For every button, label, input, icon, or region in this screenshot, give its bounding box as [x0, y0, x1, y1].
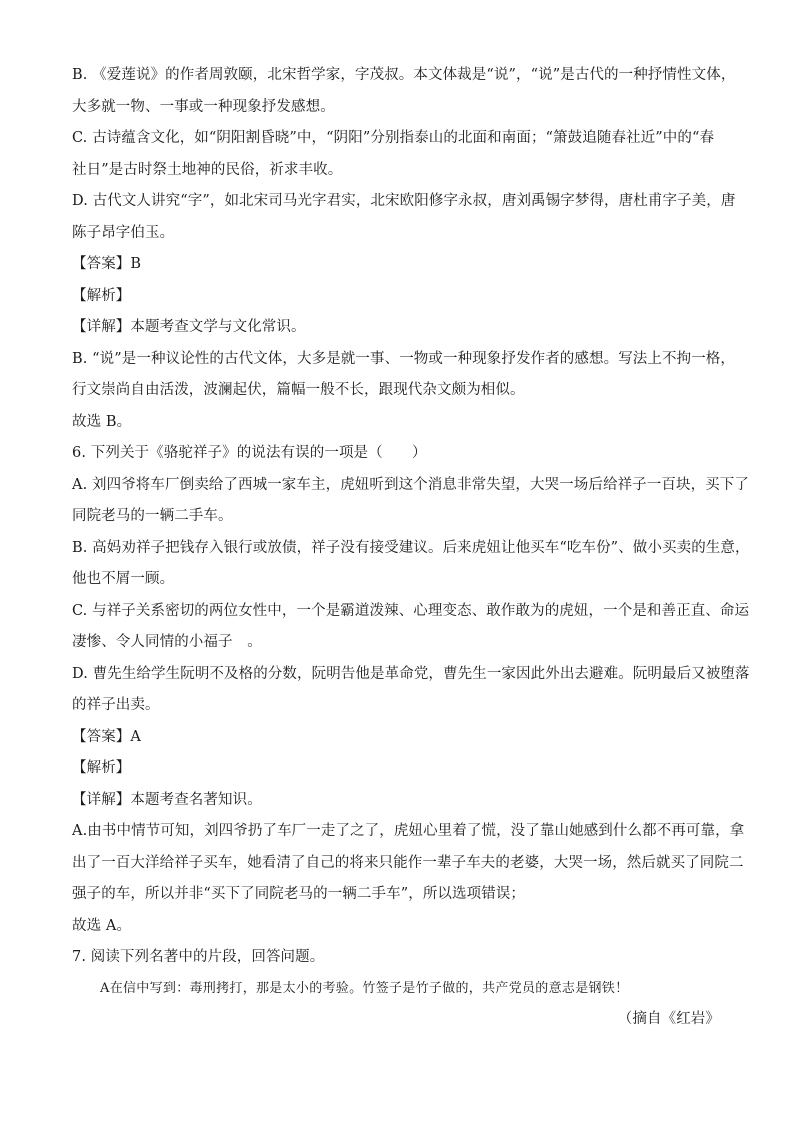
explanation-q5-line-1: B. “说”是一种议论性的古代文体，大多是就一事、一物或一种现象抒发作者的感想。写法上不拘一格，: [72, 350, 735, 367]
explanation-q6-line-3: 强子的车，所以并非“买下了同院老马的一辆二手车”，所以选项错误；: [72, 886, 526, 902]
option-b-line-2: 大多就一物、一事或一种现象抒发感想。: [72, 98, 335, 115]
q6-option-d-line-2: 的祥子出卖。: [72, 697, 160, 713]
answer-label-q5: 【答案】B: [72, 256, 142, 272]
option-b-line-1: B. 《爱莲说》的作者周敦颐，北宋哲学家，字茂叔。本文体裁是“说”，“说”是古代的一种抒情性文体，: [72, 67, 736, 83]
conclusion-q6: 故选 A。: [72, 917, 132, 934]
q6-option-d-line-1: D. 曹先生给学生阮明不及格的分数，阮明告他是革命党，曹先生一家因此外出去避难。阮明最后又被堕落: [72, 665, 750, 682]
detail-q5: 【详解】本题考查文学与文化常识。: [72, 319, 306, 335]
analysis-label-q5: 【解析】: [72, 287, 131, 304]
answer-label-q6: 【答案】A: [72, 728, 141, 745]
q6-option-b-line-1: B. 高妈劝祥子把钱存入银行或放债，祥子没有接受建议。后来虎妞让他买车“吃车份”、做小买卖的生意，: [72, 539, 750, 556]
q6-option-a-line-1: A. 刘四爷将车厂倒卖给了西城一家车主，虎妞听到这个消息非常失望，大哭一场后给祥子一百块，买下了: [72, 476, 749, 493]
conclusion-q5: 故选 B。: [72, 413, 132, 430]
question-7-stem: 7. 阅读下列名著中的片段，回答问题。: [72, 949, 325, 965]
explanation-q6-line-1: A.由书中情节可知，刘四爷扔了车厂一走了之了，虎妞心里着了慌，没了靠山她感到什么都不再可靠，拿: [72, 823, 745, 839]
excerpt-quote: A在信中写到：毒刑拷打，那是太小的考验。竹签子是竹子做的，共产党员的意志是钢铁！: [100, 980, 629, 996]
option-c-line-2: 社日”是古时祭土地神的民俗，祈求丰收。: [72, 161, 343, 178]
detail-q6: 【详解】本题考查名著知识。: [72, 791, 262, 808]
option-c-line-1: C. 古诗蕴含文化，如“阴阳割昏晓”中，“阴阳”分别指泰山的北面和南面；“箫鼓追随春社近”中的“春: [72, 130, 715, 146]
q6-option-c-line-2: 凄惨、令人同情的小福子 。: [72, 634, 262, 650]
analysis-label-q6: 【解析】: [72, 760, 131, 776]
explanation-q6-line-2: 出了一百大洋给祥子买车，她看清了自己的将来只能作一辈子车夫的老婆，大哭一场，然后就买了同院二: [72, 854, 744, 871]
option-d-line-2: 陈子昂字伯玉。: [72, 224, 175, 241]
option-d-line-1: D. 古代文人讲究“字”，如北宋司马光字君实，北宋欧阳修字永叔，唐刘禹锡字梦得，唐杜甫字子美，唐: [72, 193, 736, 209]
q6-option-a-line-2: 同院老马的一辆二手车。: [72, 508, 233, 524]
excerpt-source: （摘自《红岩》: [617, 1010, 720, 1027]
q6-option-b-line-2: 他也不屑一顾。: [72, 571, 175, 587]
q6-option-c-line-1: C. 与祥子关系密切的两位女性中，一个是霸道泼辣、心理变态、敢作敢为的虎妞，一个是和善正直、命运: [72, 602, 750, 619]
explanation-q5-line-2: 行文崇尚自由活泼，波澜起伏，篇幅一般不长，跟现代杂文颇为相似。: [72, 382, 525, 398]
document-page: [72, 60, 750, 1035]
question-6-stem: 6. 下列关于《骆驼祥子》的说法有误的一项是（ ）: [72, 445, 427, 461]
